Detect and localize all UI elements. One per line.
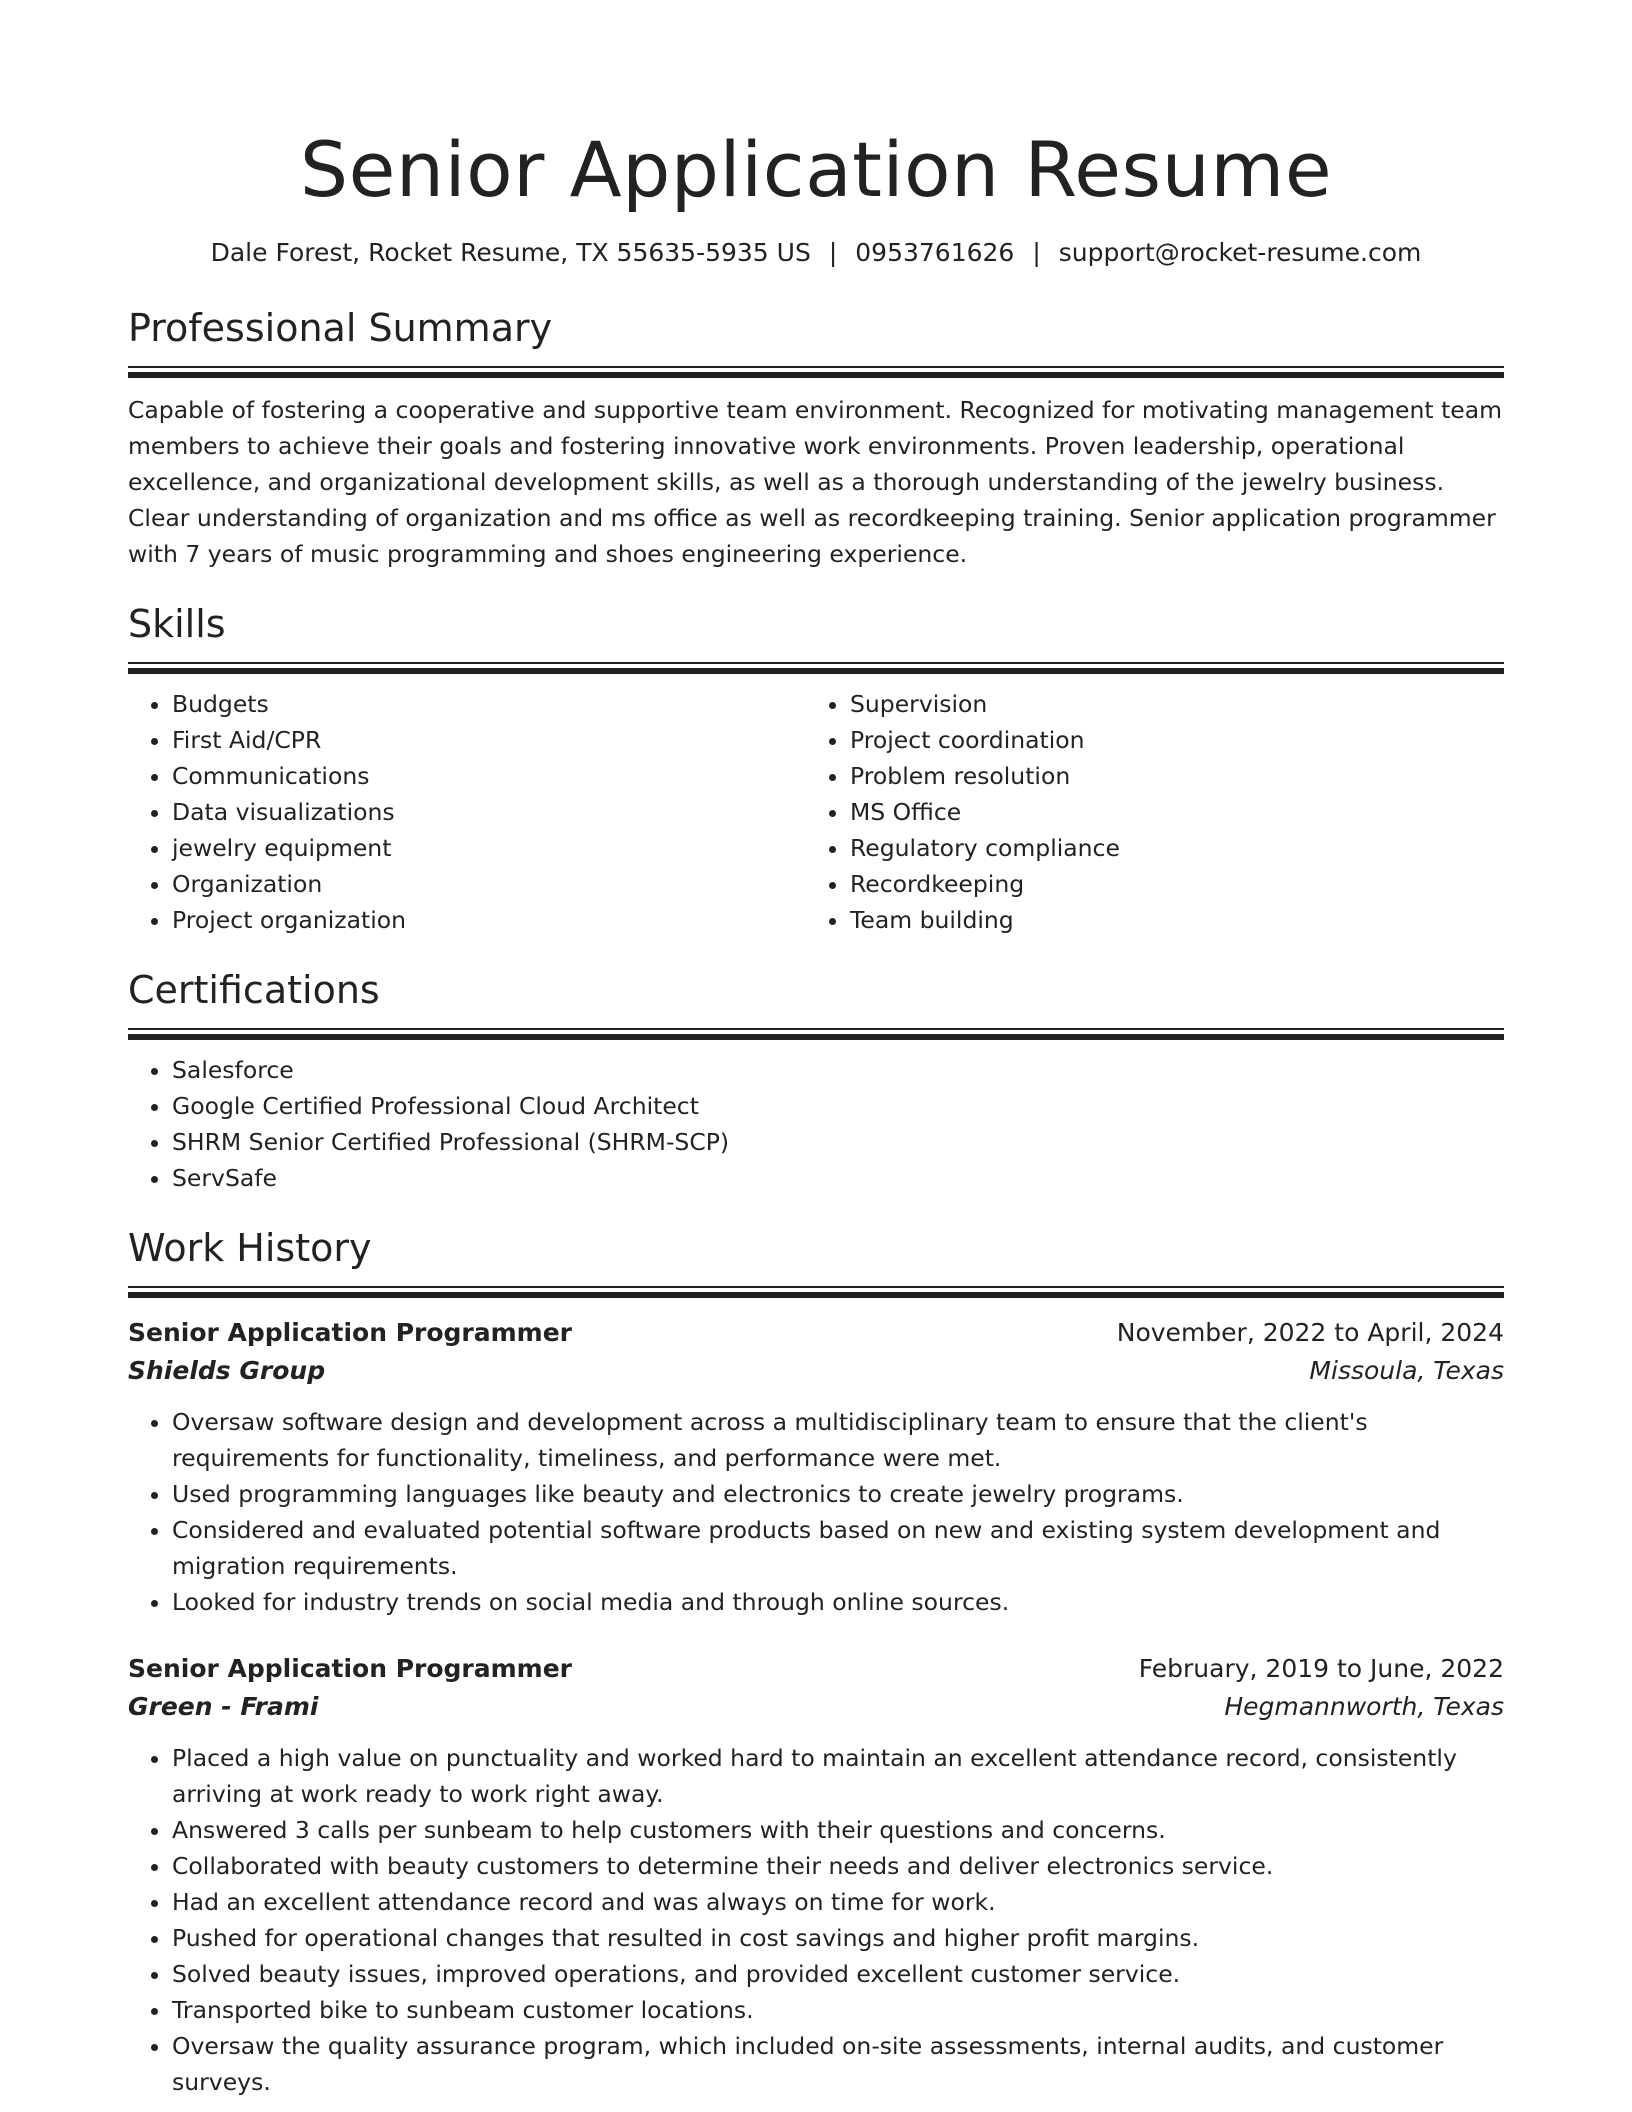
job-bullet: • Collaborated with beauty customers to determine their needs and deliver electronics service. xyxy=(172,1848,1504,1884)
contact-phone: 0953761626 xyxy=(855,238,1015,267)
section-divider xyxy=(128,1286,1504,1298)
job-bullet: • Had an excellent attendance record and was always on time for work. xyxy=(172,1884,1504,1920)
job-title: Senior Application Programmer xyxy=(128,1318,573,1347)
job-company: Green - Frami xyxy=(128,1692,319,1721)
job-bullet: • Considered and evaluated potential software products based on new and existing system development and migration requirements. xyxy=(172,1512,1504,1584)
job-bullet: • Solved beauty issues, improved operations, and provided excellent customer service. xyxy=(172,1956,1504,1992)
job-bullet: • Looked for industry trends on social media and through online sources. xyxy=(172,1584,1504,1620)
skills-section xyxy=(128,600,1504,938)
job-dates: November, 2022 to April, 2024 xyxy=(1116,1318,1504,1347)
job-company: Shields Group xyxy=(128,1356,326,1385)
skill-item: • Recordkeeping xyxy=(850,866,1484,902)
job-bullet: • Oversaw software design and development across a multidisciplinary team to ensure that the client's requirements for functionality, timeliness, and performance were met. xyxy=(172,1404,1504,1476)
skill-item: • Problem resolution xyxy=(850,758,1484,794)
certification-item: • SHRM Senior Certified Professional (SHRM-SCP) xyxy=(172,1124,1504,1160)
skill-item: • First Aid/CPR xyxy=(172,722,806,758)
summary-section xyxy=(128,304,1504,572)
skill-item: • Budgets xyxy=(172,686,806,722)
skill-item: • Project coordination xyxy=(850,722,1484,758)
certification-item: • Google Certified Professional Cloud Architect xyxy=(172,1088,1504,1124)
job-bullet: • Placed a high value on punctuality and worked hard to maintain an excellent attendance record, consistently arriving at work ready to work right away. xyxy=(172,1740,1504,1812)
section-divider xyxy=(128,366,1504,378)
summary-heading: Professional Summary xyxy=(128,306,553,350)
work-history-section xyxy=(128,1224,1504,2100)
resume-title: Senior Application Resume xyxy=(299,125,1333,214)
job-header xyxy=(128,1650,1504,1688)
section-divider xyxy=(128,1028,1504,1040)
job-location: Hegmannworth, Texas xyxy=(1224,1692,1504,1721)
skill-item: • jewelry equipment xyxy=(172,830,806,866)
job-bullet: • Answered 3 calls per sunbeam to help customers with their questions and concerns. xyxy=(172,1812,1504,1848)
skill-item: • Supervision xyxy=(850,686,1484,722)
skill-item: • Team building xyxy=(850,902,1484,938)
job-dates: February, 2019 to June, 2022 xyxy=(1138,1654,1504,1683)
job-entry xyxy=(128,1314,1504,1620)
job-bullet: • Used programming languages like beauty and electronics to create jewelry programs. xyxy=(172,1476,1504,1512)
job-bullets xyxy=(128,1404,1504,1620)
job-entry xyxy=(128,1650,1504,2100)
skills-heading: Skills xyxy=(128,602,226,646)
job-title: Senior Application Programmer xyxy=(128,1654,573,1683)
contact-separator: | xyxy=(828,238,838,267)
skill-item: • Regulatory compliance xyxy=(850,830,1484,866)
certifications-list xyxy=(128,1052,1504,1196)
job-bullet: • Pushed for operational changes that resulted in cost savings and higher profit margins. xyxy=(172,1920,1504,1956)
section-divider xyxy=(128,662,1504,674)
certification-item: • Salesforce xyxy=(172,1052,1504,1088)
summary-text: Capable of fostering a cooperative and supportive team environment. Recognized for motivating management team members to achieve their goals and fostering innovative work environments. Proven leadership, operational excellence, and organizational development skills, as well as a thorough understanding of the jewelry business. Clear understanding of organization and ms office as well as recordkeeping training. Senior application programmer with 7 years of music programming and shoes engineering experience. xyxy=(128,396,1503,568)
contact-email: support@rocket-resume.com xyxy=(1058,238,1422,267)
job-subheader xyxy=(128,1352,1504,1390)
skills-list-left xyxy=(128,686,806,938)
skill-item: • Project organization xyxy=(172,902,806,938)
job-bullet: • Oversaw the quality assurance program, which included on-site assessments, internal audits, and customer surveys. xyxy=(172,2028,1504,2100)
certifications-heading: Certifications xyxy=(128,968,380,1012)
skill-item: • MS Office xyxy=(850,794,1484,830)
skill-item: • Data visualizations xyxy=(172,794,806,830)
contact-separator: | xyxy=(1032,238,1041,267)
skills-list-right xyxy=(806,686,1484,938)
certification-item: • ServSafe xyxy=(172,1160,1504,1196)
contact-line xyxy=(128,236,1504,270)
job-header xyxy=(128,1314,1504,1352)
certifications-section xyxy=(128,966,1504,1196)
skill-item: • Organization xyxy=(172,866,806,902)
job-subheader xyxy=(128,1688,1504,1726)
contact-address: Dale Forest, Rocket Resume, TX 55635-5935 US xyxy=(210,238,811,267)
work-history-heading: Work History xyxy=(128,1226,372,1270)
job-bullet: • Transported bike to sunbeam customer locations. xyxy=(172,1992,1504,2028)
skills-column-right xyxy=(806,686,1484,938)
skill-item: • Communications xyxy=(172,758,806,794)
resume-page xyxy=(128,0,1504,2100)
skills-column-left xyxy=(128,686,806,938)
skills-grid xyxy=(128,686,1504,938)
job-location: Missoula, Texas xyxy=(1309,1356,1504,1385)
job-bullets xyxy=(128,1740,1504,2100)
